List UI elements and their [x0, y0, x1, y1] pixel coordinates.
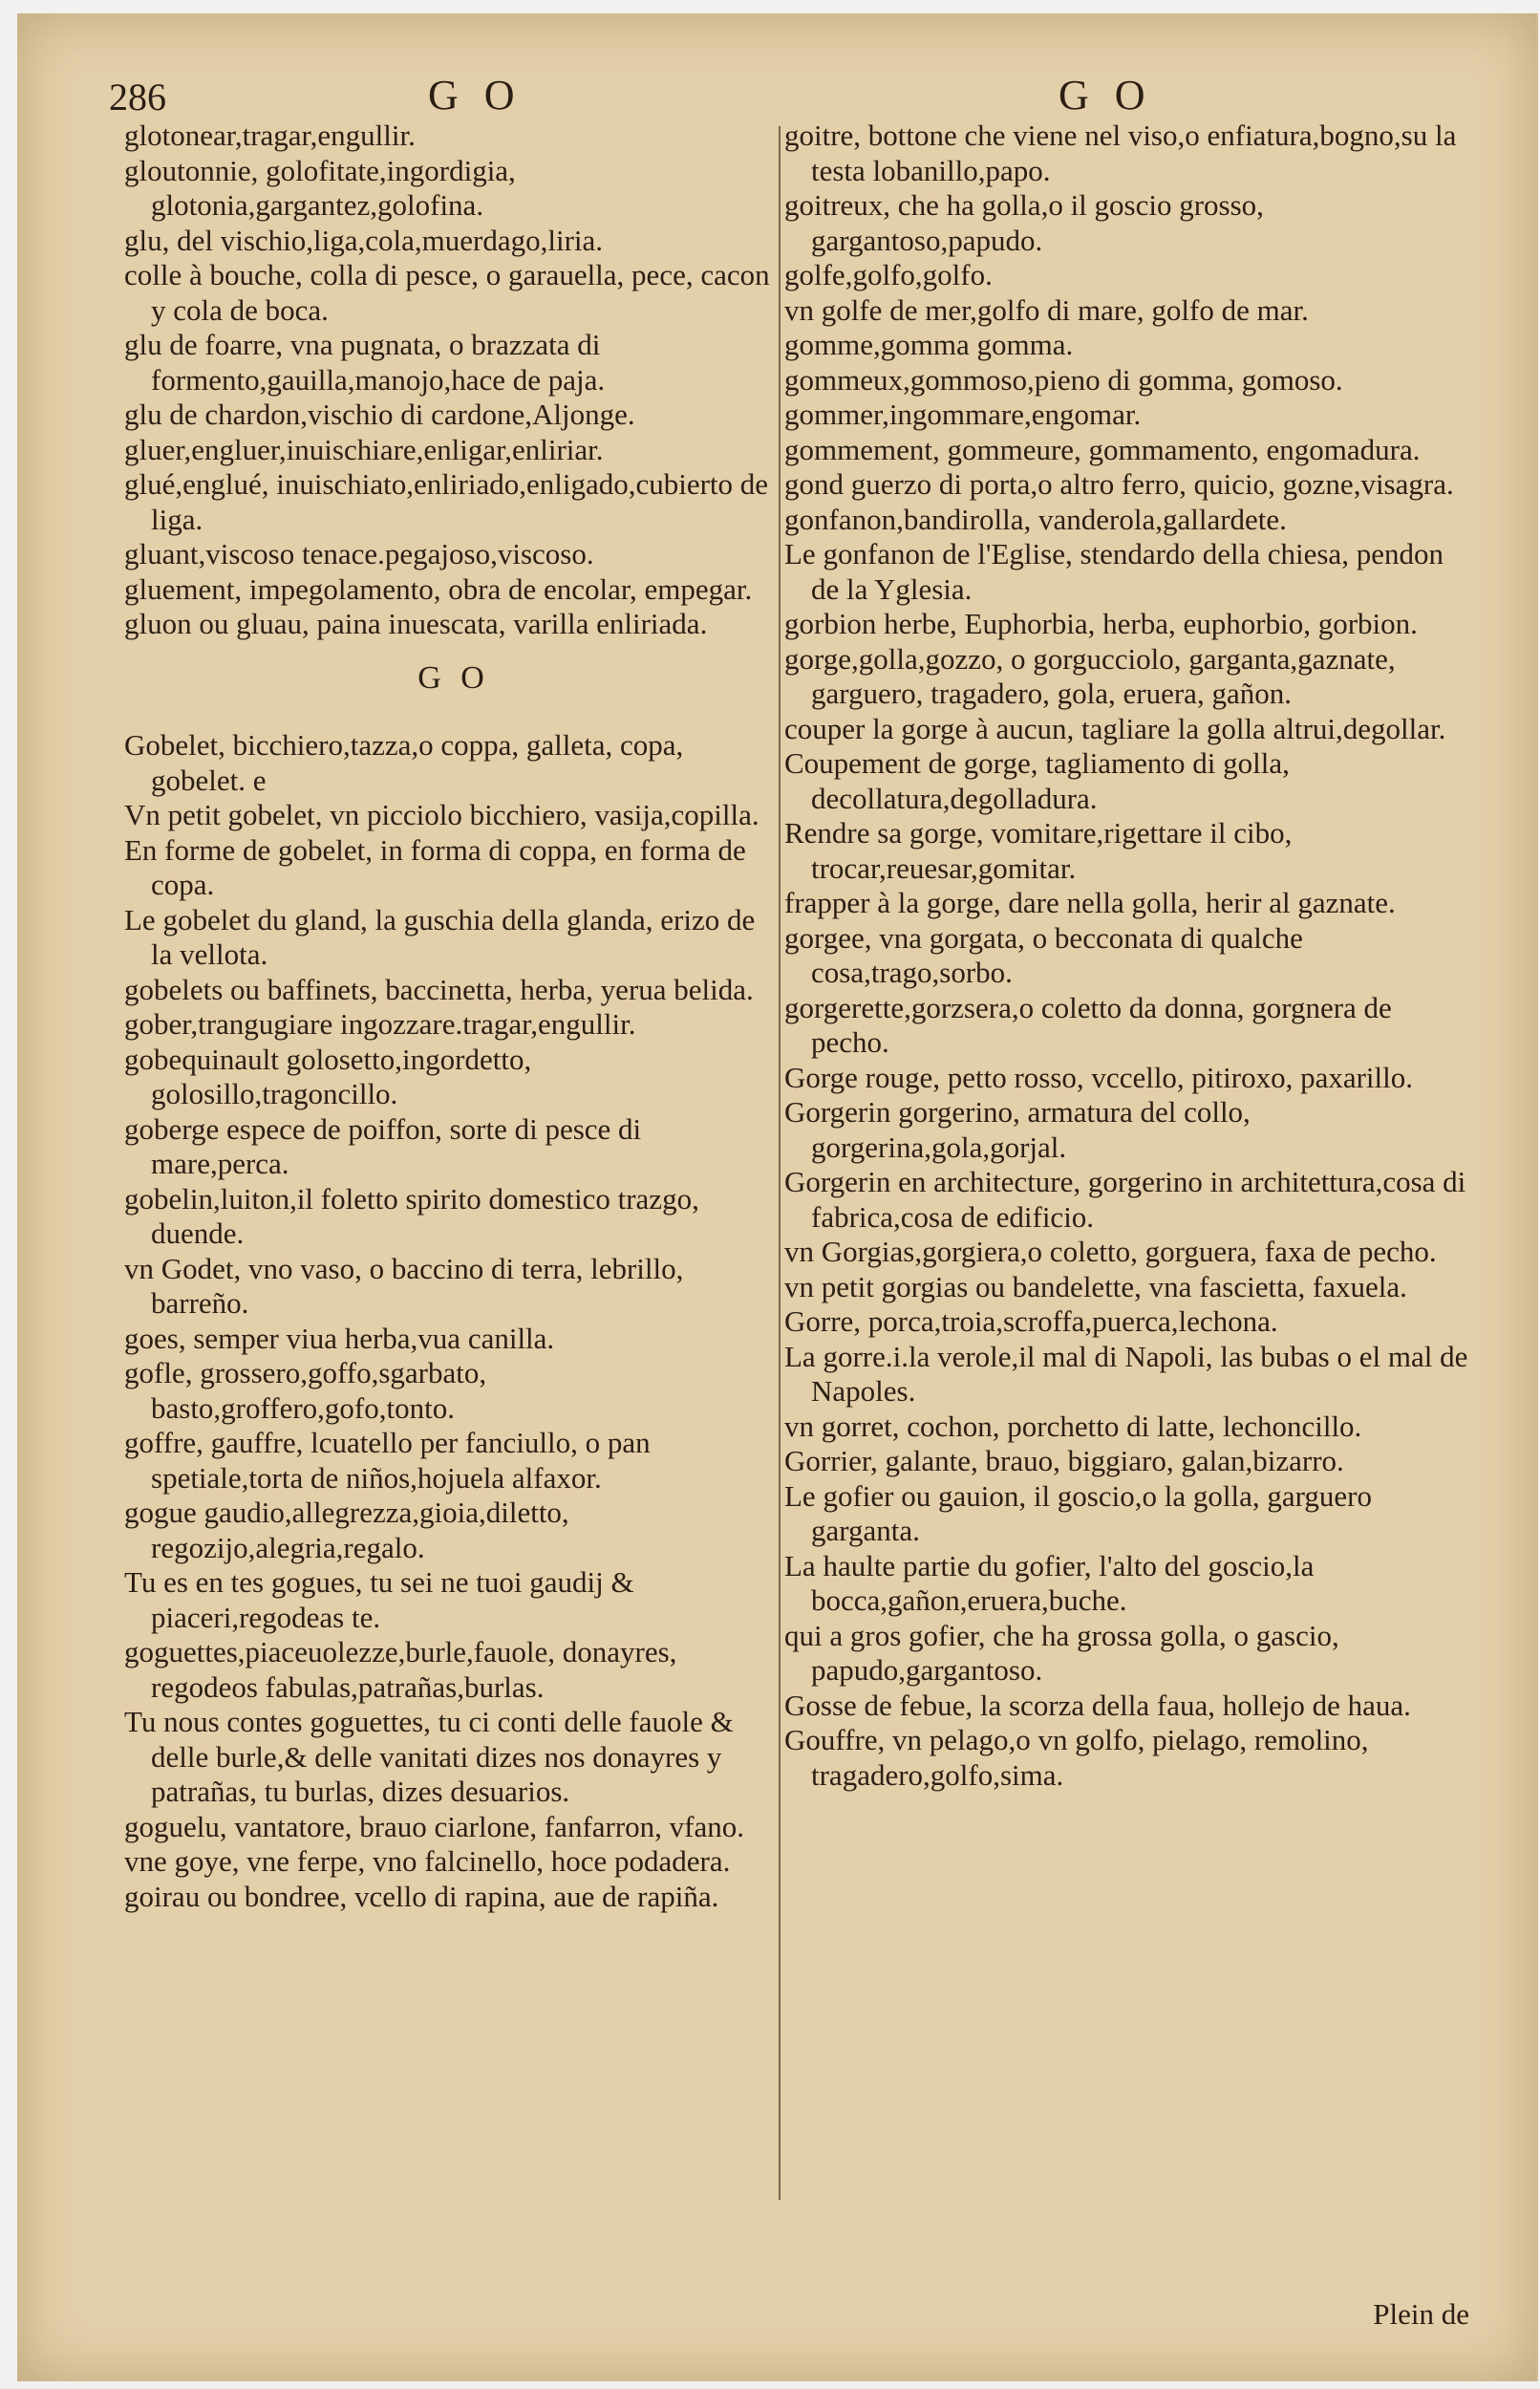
right-entries-group: [784, 118, 1472, 1793]
dictionary-entry: gond guerzo di porta,o altro ferro, quicio, gozne,visagra.: [784, 467, 1454, 501]
dictionary-entry: goitreux, che ha golla,o il goscio grosso, gargantoso,papudo.: [784, 188, 1264, 257]
dictionary-entry: goguelu, vantatore, brauo ciarlone, fanfarron, vfano.: [124, 1809, 745, 1843]
dictionary-entry: gobelets ou baffinets, baccinetta, herba, yerua belida.: [124, 972, 754, 1006]
dictionary-entry: Tu nous contes goguettes, tu ci conti delle fauole & delle burle,& delle vanitati dizes nos donayres y patrañas, tu burlas, dizes desuarios.: [124, 1705, 734, 1808]
dictionary-entry: vn petit gorgias ou bandelette, vna fascietta, faxuela.: [784, 1269, 1407, 1303]
dictionary-entry: goguettes,piaceuolezze,burle,fauole, donayres, regodeos fabulas,patrañas,burlas.: [124, 1635, 677, 1704]
left-entries-group: [124, 118, 783, 642]
catchword: Plein de: [1373, 2297, 1469, 2331]
dictionary-entry: Gorre, porca,troia,scroffa,puerca,lechona.: [784, 1304, 1278, 1338]
dictionary-entry: Vn petit gobelet, vn picciolo bicchiero, vasija,copilla.: [124, 798, 759, 831]
right-heading: G O: [1059, 72, 1153, 118]
dictionary-entry: gluon ou gluau, paina inuescata, varilla enliriada.: [124, 607, 708, 640]
dictionary-entry: Gobelet, bicchiero,tazza,o coppa, galleta, copa, gobelet. e: [124, 728, 684, 797]
left-entries-group: [124, 728, 783, 1914]
dictionary-entry: glu de foarre, vna pugnata, o brazzata di formento,gauilla,manojo,hace de paja.: [124, 328, 606, 397]
dictionary-entry: golfe,golfo,golfo.: [784, 258, 993, 291]
dictionary-entry: vn gorret, cochon, porchetto di latte, lechoncillo.: [784, 1409, 1362, 1443]
dictionary-entry: gobelin,luiton,il foletto spirito domestico trazgo, duende.: [124, 1181, 699, 1250]
dictionary-entry: goes, semper viua herba,vua canilla.: [124, 1321, 555, 1355]
running-header: [17, 55, 1536, 122]
page-number: 286: [109, 75, 166, 118]
dictionary-entry: gorgee, vna gorgata, o becconata di qualche cosa,trago,sorbo.: [784, 920, 1303, 989]
dictionary-entry: gommeux,gommoso,pieno di gomma, gomoso.: [784, 362, 1343, 397]
dictionary-entry: glué,englué, inuischiato,enliriado,enligado,cubierto de liga.: [124, 467, 769, 536]
dictionary-entry: gorbion herbe, Euphorbia, herba, euphorbio, gorbion.: [784, 607, 1418, 640]
dictionary-entry: glotonear,tragar,engullir.: [124, 118, 416, 152]
dictionary-entry: gorge,golla,gozzo, o gorgucciolo, garganta,gaznate, garguero, tragadero, gola, eruera, gañon.: [784, 641, 1396, 710]
dictionary-entry: Gosse de febue, la scorza della faua, hollejo de haua.: [784, 1688, 1411, 1722]
dictionary-entry: Gouffre, vn pelago,o vn golfo, pielago, remolino, tragadero,golfo,sima.: [784, 1723, 1369, 1792]
dictionary-entry: glu de chardon,vischio di cardone,Aljonge.: [124, 398, 635, 431]
dictionary-entry: gorgerette,gorzsera,o coletto da donna, gorgnera de pecho.: [784, 990, 1392, 1059]
dictionary-entry: vn Godet, vno vaso, o baccino di terra, lebrillo, barreño.: [124, 1251, 684, 1320]
dictionary-entry: goberge espece de poiffon, sorte di pesce di mare,perca.: [124, 1111, 642, 1180]
dictionary-entry: gofle, grossero,goffo,sgarbato, basto,groffero,gofo,tonto.: [124, 1356, 487, 1425]
dictionary-entry: vn golfe de mer,golfo di mare, golfo de mar.: [784, 292, 1309, 327]
dictionary-entry: gober,trangugiare ingozzare.tragar,engullir.: [124, 1007, 636, 1041]
dictionary-entry: La haulte partie du gofier, l'alto del goscio,la bocca,gañon,eruera,buche.: [784, 1548, 1315, 1617]
dictionary-entry: En forme de gobelet, in forma di coppa, en forma de copa.: [124, 832, 746, 901]
dictionary-entry: vne goye, vne ferpe, vno falcinello, hoce podadera.: [124, 1844, 731, 1878]
dictionary-entry: Rendre sa gorge, vomitare,rigettare il cibo, trocar,reuesar,gomitar.: [784, 816, 1293, 885]
dictionary-entry: gomme,gomma gomma.: [784, 328, 1074, 361]
dictionary-page: [17, 13, 1538, 2381]
left-heading: G O: [428, 72, 523, 118]
dictionary-entry: Tu es en tes gogues, tu sei ne tuoi gaudij & piaceri,regodeas te.: [124, 1565, 634, 1634]
dictionary-entry: vn Gorgias,gorgiera,o coletto, gorguera, faxa de pecho.: [784, 1235, 1437, 1268]
dictionary-entry: Gorge rouge, petto rosso, vccello, pitiroxo, paxarillo.: [784, 1060, 1414, 1094]
dictionary-entry: gogue gaudio,allegrezza,gioia,diletto, regozijo,alegria,regalo.: [124, 1496, 569, 1564]
right-column: [784, 118, 1472, 1793]
dictionary-entry: gluant,viscoso tenace.pegajoso,viscoso.: [124, 537, 594, 570]
dictionary-entry: goirau ou bondree, vcello di rapina, aue de rapiña.: [124, 1879, 719, 1913]
dictionary-entry: gobequinault golosetto,ingordetto, golosillo,tragoncillo.: [124, 1042, 532, 1110]
left-column: [124, 118, 783, 1914]
dictionary-entry: Gorgerin gorgerino, armatura del collo, gorgerina,gola,gorjal.: [784, 1095, 1251, 1164]
dictionary-entry: gommement, gommeure, gommamento, engomadura.: [784, 432, 1421, 466]
dictionary-entry: Le gobelet du gland, la guschia della glanda, erizo de la vellota.: [124, 902, 756, 971]
dictionary-entry: gluer,engluer,inuischiare,enligar,enliriar.: [124, 432, 604, 466]
dictionary-entry: La gorre.i.la verole,il mal di Napoli, las bubas o el mal de Napoles.: [784, 1339, 1468, 1408]
dictionary-entry: qui a gros gofier, che ha grossa golla, o gascio, papudo,gargantoso.: [784, 1618, 1339, 1687]
dictionary-entry: frapper à la gorge, dare nella golla, herir al gaznate.: [784, 886, 1396, 919]
dictionary-entry: gloutonnie, golofitate,ingordigia, glotonia,gargantez,golofina.: [124, 153, 516, 222]
dictionary-entry: Le gofier ou gauion, il goscio,o la golla, garguero garganta.: [784, 1478, 1372, 1547]
dictionary-entry: gonfanon,bandirolla, vanderola,gallardete.: [784, 502, 1287, 536]
dictionary-entry: Gorrier, galante, brauo, biggiaro, galan,bizarro.: [784, 1444, 1344, 1477]
dictionary-entry: Le gonfanon de l'Eglise, stendardo della chiesa, pendon de la Yglesia.: [784, 537, 1444, 606]
dictionary-entry: couper la gorge à aucun, tagliare la golla altrui,degollar.: [784, 711, 1446, 745]
dictionary-entry: gluement, impegolamento, obra de encolar, empegar.: [124, 571, 753, 606]
dictionary-entry: goitre, bottone che viene nel viso,o enfiatura,bogno,su la testa lobanillo,papo.: [784, 118, 1457, 187]
dictionary-entry: gommer,ingommare,engomar.: [784, 398, 1142, 431]
dictionary-entry: glu, del vischio,liga,cola,muerdago,liria.: [124, 223, 604, 257]
dictionary-entry: Gorgerin en architecture, gorgerino in architettura,cosa di fabrica,cosa de edificio.: [784, 1165, 1466, 1234]
section-heading: G O: [417, 659, 490, 696]
dictionary-entry: colle à bouche, colla di pesce, o garauella, pece, cacon y cola de boca.: [124, 258, 770, 327]
dictionary-entry: Coupement de gorge, tagliamento di golla, decollatura,degolladura.: [784, 746, 1290, 815]
dictionary-entry: goffre, gauffre, lcuatello per fanciullo, o pan spetiale,torta de niños,hojuela alfaxor.: [124, 1426, 651, 1495]
